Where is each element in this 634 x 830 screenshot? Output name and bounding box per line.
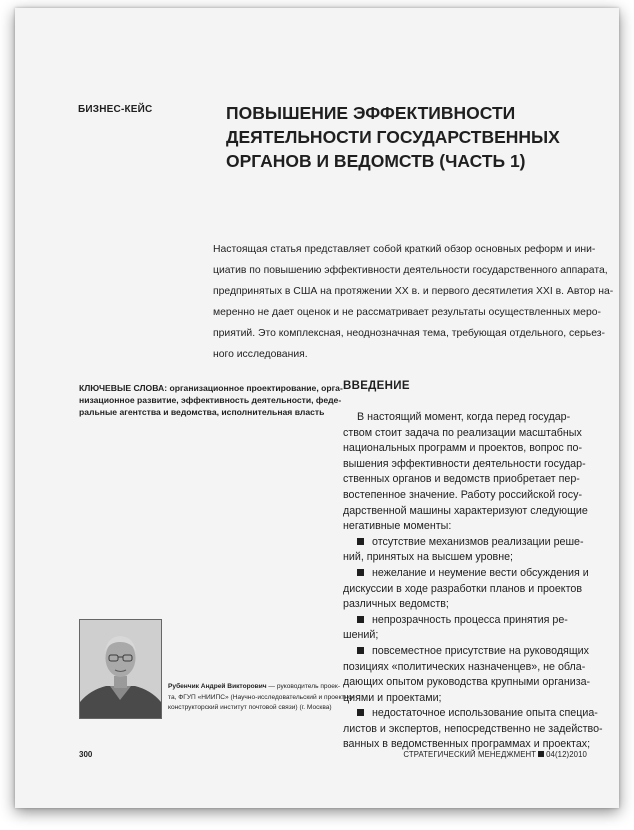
journal-issue: 04(12)2010: [546, 750, 587, 759]
intro-line: дискуссии в ходе разработки планов и проектов: [343, 582, 583, 595]
author-line: [168, 682, 348, 693]
intro-line: различных ведомств;: [343, 598, 449, 611]
abstract-line: предпринятых в США на протяжении XX в. и первого десятилетия XXI в. Автор на-: [213, 286, 614, 297]
intro-line: В настоящий момент, когда перед государ-: [357, 411, 571, 423]
journal-footer: [403, 750, 587, 759]
article-title: [226, 101, 586, 173]
keywords-line: КЛЮЧЕВЫЕ СЛОВА: организационное проектирование, орга-: [79, 383, 343, 393]
keywords: [79, 382, 343, 418]
intro-body: [343, 410, 603, 753]
author-portrait-icon: [80, 620, 161, 718]
bullet-item: [343, 613, 593, 629]
intro-line: востепенное значение. Работу российской госу-: [343, 488, 583, 501]
abstract-line: ного исследования.: [213, 349, 308, 360]
bullet-square-icon: [357, 569, 364, 576]
intro-heading: ВВЕДЕНИЕ: [343, 380, 410, 392]
author-role: — руководитель проек-: [266, 683, 341, 690]
intro-line: дающих опытом руководства крупными организа-: [343, 676, 591, 689]
author-name: Рубенчик Андрей Викторович: [168, 683, 267, 690]
intro-line: шений;: [343, 629, 379, 642]
title-line: ОРГАНОВ И ВЕДОМСТВ (ЧАСТЬ 1): [226, 151, 526, 171]
intro-line: негативные моменты:: [343, 520, 452, 533]
author-photo: [79, 619, 162, 719]
bullet-text: отсутствие механизмов реализации реше-: [372, 535, 584, 548]
intro-line: ственных органов и ведомств приобретает пер-: [343, 473, 580, 486]
abstract: [213, 239, 614, 365]
intro-line: ством стоит задача по реализации масштабных: [343, 426, 582, 439]
abstract-line: циатив по повышению эффективности деятельности государственного аппарата,: [213, 265, 608, 276]
author-info: [168, 682, 355, 714]
intro-line: листов и экспертов, непосредственно не задейство-: [343, 722, 603, 735]
bullet-text: повсеместное присутствие на руководящих: [372, 644, 589, 657]
bullet-text: непрозрачность процесса принятия ре-: [372, 613, 568, 626]
intro-line: ний, принятых на высшем уровне;: [343, 551, 514, 564]
intro-line: циями и проектами;: [343, 691, 442, 704]
title-line: ДЕЯТЕЛЬНОСТИ ГОСУДАРСТВЕННЫХ: [226, 127, 560, 147]
author-line: та, ФГУП «НИИПС» (Научно-исследовательский и проектно-: [168, 693, 355, 701]
intro-line: дарственной машины характеризуют следующие: [343, 504, 588, 517]
separator-square-icon: [538, 751, 544, 757]
bullet-square-icon: [357, 538, 364, 545]
abstract-line: приятий. Это комплексная, неоднозначная тема, требующая отдельного, серьез-: [213, 328, 605, 339]
bullet-text: нежелание и неумение вести обсуждения и: [372, 566, 589, 579]
bullet-item: [343, 644, 593, 660]
bullet-item: [343, 535, 593, 551]
title-line: ПОВЫШЕНИЕ ЭФФЕКТИВНОСТИ: [226, 103, 516, 123]
page-number: 300: [79, 750, 93, 759]
intro-line: вышения эффективности деятельности государ-: [343, 457, 586, 470]
bullet-square-icon: [357, 709, 364, 716]
intro-line: национальных программ и проектов, вопрос по-: [343, 442, 583, 455]
journal-name: СТРАТЕГИЧЕСКИЙ МЕНЕДЖМЕНТ: [403, 750, 537, 759]
keywords-line: ральные агентства и ведомства, исполнительная власть: [79, 407, 325, 417]
bullet-square-icon: [357, 616, 364, 623]
bullet-item: [343, 566, 593, 582]
magazine-page: [15, 8, 619, 808]
section-label: БИЗНЕС-КЕЙС: [78, 104, 153, 115]
bullet-square-icon: [357, 647, 364, 654]
bullet-item: [343, 706, 598, 722]
abstract-line: меренно не дает оценок и не рассматривает результаты осуществленных меро-: [213, 307, 601, 318]
author-line: конструкторский институт почтовой связи) (г. Москва): [168, 704, 332, 712]
intro-line: ванных в ведомственных программах и проектах;: [343, 738, 591, 751]
bullet-text: недостаточное использование опыта специа-: [372, 707, 598, 720]
keywords-line: низационное развитие, эффективность деятельности, феде-: [79, 395, 342, 405]
intro-line: позициях «политических назначенцев», не обла-: [343, 660, 586, 673]
abstract-line: Настоящая статья представляет собой краткий обзор основных реформ и ини-: [213, 244, 596, 255]
